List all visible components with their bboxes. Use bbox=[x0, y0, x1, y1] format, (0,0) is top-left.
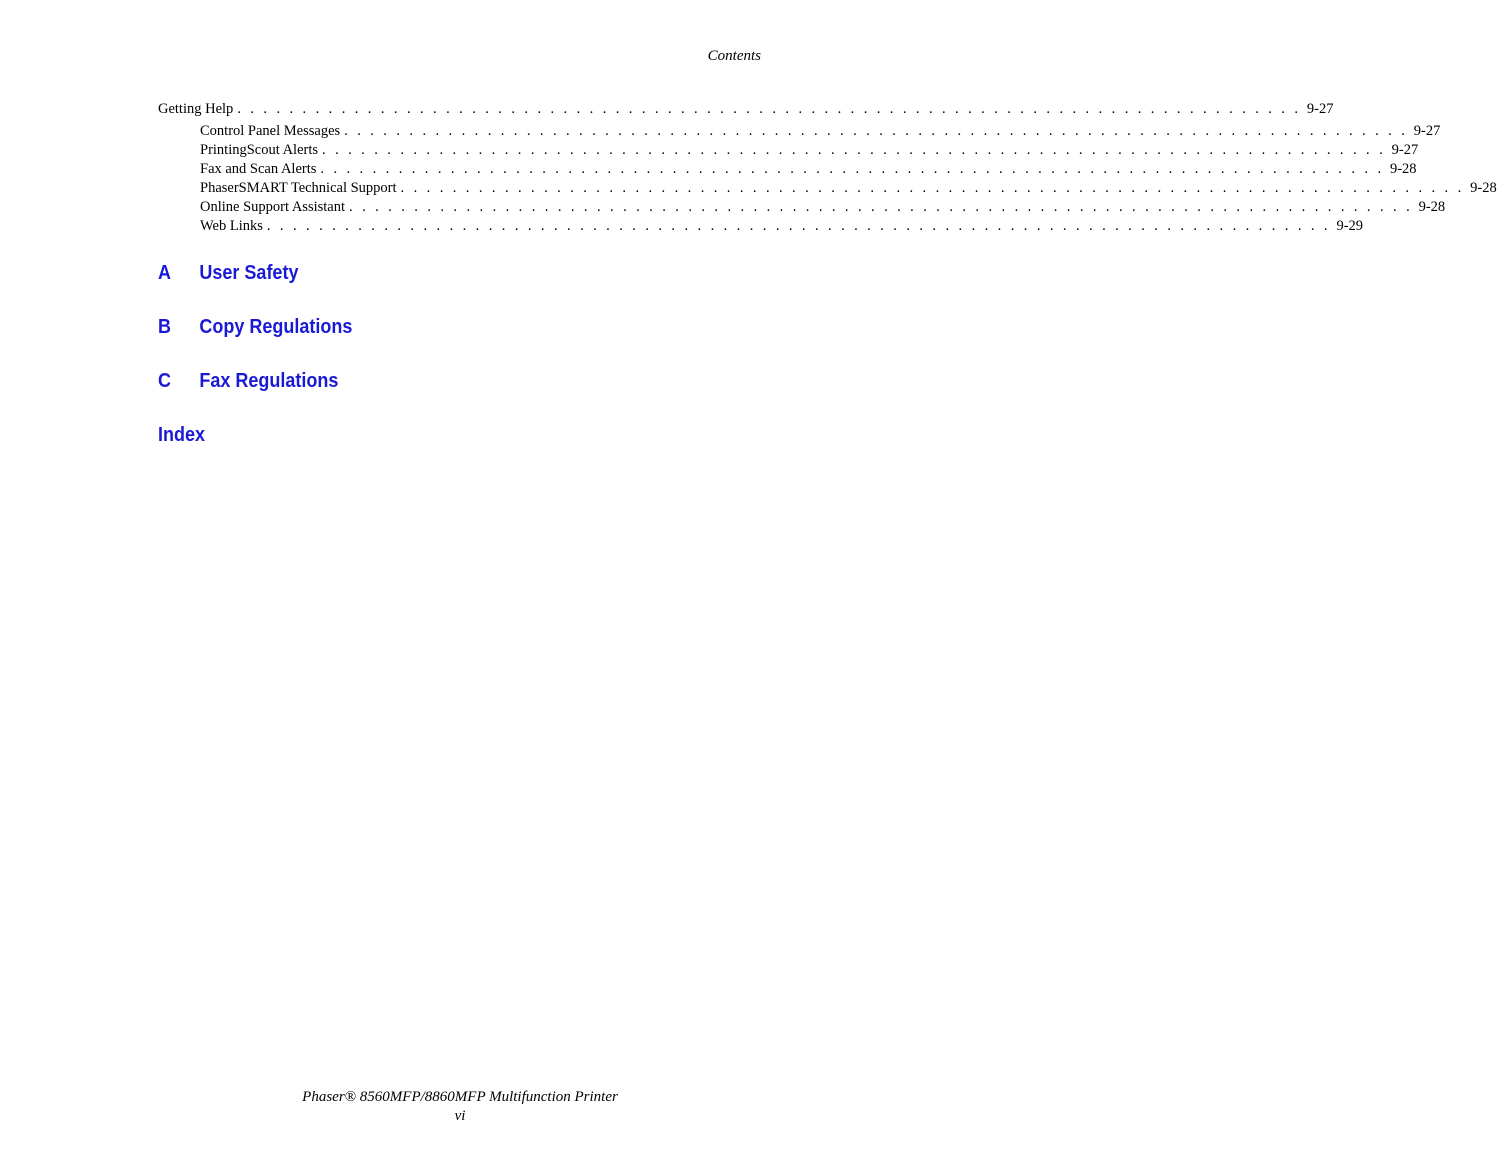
toc-entry-title: Fax and Scan Alerts bbox=[200, 161, 317, 177]
chapter-copy-regulations[interactable] bbox=[158, 316, 352, 370]
toc-entry-title: PrintingScout Alerts bbox=[200, 142, 319, 158]
chapter-letter: B bbox=[158, 316, 172, 338]
dot-leader: . . . . . . . . . . . . . . . . . . . . . . . . . . . . . . . . . . . . . . . . . . . . . . . . . . . . . . . . . . . . . . . . . . . . . . . . . . . . . . . . . . bbox=[320, 161, 1384, 177]
chapter-title: Fax Regulations bbox=[199, 370, 339, 392]
dot-leader: . . . . . . . . . . . . . . . . . . . . . . . . . . . . . . . . . . . . . . . . . . . . . . . . . . . . . . . . . . . . . . . . . . . . . . . . . . . . . . . . . . bbox=[322, 142, 1386, 158]
chapter-user-safety[interactable] bbox=[158, 262, 352, 316]
toc-entry-page: 9-28 bbox=[1470, 180, 1497, 196]
dot-leader: . . . . . . . . . . . . . . . . . . . . . . . . . . . . . . . . . . . . . . . . . . . . . . . . . . . . . . . . . . . . . . . . . . . . . . . . . . . . . . . . . . bbox=[266, 218, 1331, 234]
chapter-index[interactable] bbox=[158, 424, 352, 478]
toc-entry-title: Web Links bbox=[200, 218, 263, 234]
toc-entry-fax-and-scan-alerts[interactable] bbox=[158, 160, 1417, 179]
dot-leader: . . . . . . . . . . . . . . . . . . . . . . . . . . . . . . . . . . . . . . . . . . . . . . . . . . . . . . . . . . . . . . . . . . . . . . . . . . . . . . . . . . bbox=[400, 180, 1465, 196]
toc-list bbox=[158, 100, 1497, 236]
toc-entry-title: PhaserSMART Technical Support bbox=[200, 180, 397, 196]
toc-entry-title: Getting Help bbox=[158, 101, 234, 117]
toc-entry-web-links[interactable] bbox=[158, 217, 1364, 236]
appendix-list bbox=[158, 262, 374, 478]
toc-entry-page: 9-29 bbox=[1336, 218, 1364, 234]
toc-entry-printingscout-alerts[interactable] bbox=[158, 141, 1419, 160]
toc-entry-title: Control Panel Messages bbox=[200, 123, 341, 139]
running-header: Contents bbox=[707, 48, 761, 64]
toc-entry-title: Online Support Assistant bbox=[200, 199, 346, 215]
chapter-letter: C bbox=[158, 370, 172, 392]
toc-entry-page: 9-28 bbox=[1389, 161, 1417, 177]
dot-leader: . . . . . . . . . . . . . . . . . . . . . . . . . . . . . . . . . . . . . . . . . . . . . . . . . . . . . . . . . . . . . . . . . . . . . . . . . . . . . . . . . . bbox=[344, 123, 1408, 139]
toc-entry-getting-help[interactable] bbox=[158, 100, 1334, 119]
chapter-title: Copy Regulations bbox=[199, 316, 353, 338]
toc-entry-page: 9-27 bbox=[1306, 101, 1334, 117]
toc-entry-control-panel-messages[interactable] bbox=[158, 122, 1441, 141]
dot-leader: . . . . . . . . . . . . . . . . . . . . . . . . . . . . . . . . . . . . . . . . . . . . . . . . . . . . . . . . . . . . . . . . . . . . . . . . . . . . . . . . . . bbox=[237, 101, 1301, 117]
toc-entry-online-support-assistant[interactable] bbox=[158, 198, 1446, 217]
toc-entry-page: 9-27 bbox=[1413, 123, 1441, 139]
toc-entry-page: 9-28 bbox=[1418, 199, 1446, 215]
page-footer bbox=[0, 1088, 920, 1126]
footer-page-number: vi bbox=[454, 1108, 466, 1124]
chapter-letter: A bbox=[158, 262, 172, 284]
toc-entry-phasersmart-technical-support[interactable] bbox=[158, 179, 1497, 198]
chapter-fax-regulations[interactable] bbox=[158, 370, 352, 424]
chapter-title: Index bbox=[158, 424, 206, 446]
footer-product-name: Phaser® 8560MFP/8860MFP Multifunction Printer bbox=[302, 1089, 618, 1105]
chapter-title: User Safety bbox=[199, 262, 299, 284]
toc-entry-page: 9-27 bbox=[1391, 142, 1419, 158]
dot-leader: . . . . . . . . . . . . . . . . . . . . . . . . . . . . . . . . . . . . . . . . . . . . . . . . . . . . . . . . . . . . . . . . . . . . . . . . . . . . . . . . . . bbox=[349, 199, 1413, 215]
